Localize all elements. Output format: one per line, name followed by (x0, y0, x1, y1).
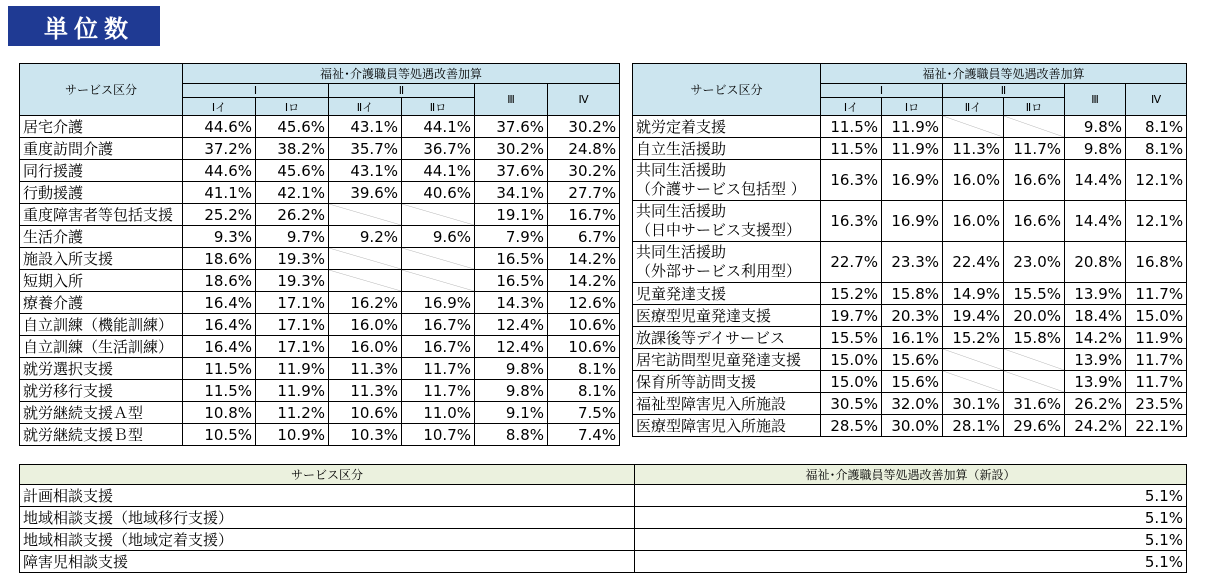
rate-cell: 42.1% (256, 182, 329, 204)
service-name-cell (20, 292, 183, 314)
service-name: 就労継続支援Ｂ型 (23, 426, 144, 444)
diagonal-slash-icon (1004, 371, 1064, 392)
not-applicable-cell (943, 349, 1004, 371)
rate-cell: 16.6% (1004, 160, 1065, 201)
diagonal-slash-icon (1004, 349, 1064, 370)
service-name: 自立生活援助 (636, 140, 727, 158)
service-unit-table-left (19, 63, 620, 446)
rate-cell: 16.9% (882, 160, 943, 201)
rate-cell: 9.3% (183, 226, 256, 248)
rate-cell: 22.4% (943, 242, 1004, 283)
rate-cell: 15.5% (821, 327, 882, 349)
rate-cell: 18.6% (183, 248, 256, 270)
rate-cell: 44.1% (402, 160, 475, 182)
rate-cell: 8.1% (548, 380, 620, 402)
rate-cell: 29.6% (1004, 415, 1065, 437)
service-name: 就労定着支援 (636, 118, 727, 136)
rate-cell: 14.4% (1065, 201, 1126, 242)
service-name-cell (20, 270, 183, 292)
sub-1ro-header: Ⅰロ (256, 98, 329, 116)
service-name-cell (20, 402, 183, 424)
rate-cell: 16.7% (548, 204, 620, 226)
service-name-cell (20, 138, 183, 160)
service-name: 共同生活援助 (636, 202, 727, 220)
rate-cell: 7.5% (548, 402, 620, 424)
rate-cell: 22.7% (821, 242, 882, 283)
rate-cell: 5.1% (635, 529, 1187, 551)
rate-cell: 7.9% (475, 226, 548, 248)
kasan-header: 福祉･介護職員等処遇改善加算 (821, 64, 1187, 84)
table-row (20, 507, 1187, 529)
table-row (20, 226, 620, 248)
table-row (20, 402, 620, 424)
service-name-detail: （外部サービス利用型） (636, 262, 802, 280)
rate-cell: 12.4% (475, 336, 548, 358)
table-row (20, 380, 620, 402)
rate-cell: 16.6% (1004, 201, 1065, 242)
rate-cell: 15.0% (1126, 305, 1187, 327)
group-2-header: Ⅱ (943, 84, 1065, 98)
service-category-header: サービス区分 (633, 64, 821, 116)
service-name: 保育所等訪問支援 (636, 373, 757, 391)
service-name-cell: 地域相談支援（地域移行支援） (20, 507, 635, 529)
diagonal-slash-icon (402, 270, 474, 291)
rate-cell: 30.1% (943, 393, 1004, 415)
rate-cell: 24.2% (1065, 415, 1126, 437)
rate-cell: 23.3% (882, 242, 943, 283)
rate-cell: 39.6% (329, 182, 402, 204)
rate-cell: 11.5% (821, 138, 882, 160)
table-row (20, 270, 620, 292)
diagonal-slash-icon (943, 371, 1003, 392)
table-row (633, 393, 1187, 415)
rate-cell: 10.6% (548, 336, 620, 358)
service-name-cell (20, 248, 183, 270)
rate-cell: 14.9% (943, 283, 1004, 305)
service-name: 生活介護 (23, 228, 84, 246)
table-row (20, 292, 620, 314)
rate-cell: 43.1% (329, 116, 402, 138)
rate-cell: 14.2% (548, 248, 620, 270)
rate-cell: 26.2% (1065, 393, 1126, 415)
service-name: 共同生活援助 (636, 161, 727, 179)
service-name-cell (633, 201, 821, 242)
rate-cell: 17.1% (256, 292, 329, 314)
service-name-detail: （日中サービス支援型） (636, 221, 802, 239)
rate-cell: 30.2% (475, 138, 548, 160)
not-applicable-cell (329, 204, 402, 226)
rate-cell: 10.3% (329, 424, 402, 446)
rate-cell: 15.2% (821, 283, 882, 305)
table-row (633, 201, 1187, 242)
service-name-cell (633, 393, 821, 415)
rate-cell: 12.6% (548, 292, 620, 314)
rate-cell: 11.9% (256, 380, 329, 402)
rate-cell: 15.8% (882, 283, 943, 305)
rate-cell: 15.6% (882, 349, 943, 371)
rate-cell: 10.5% (183, 424, 256, 446)
service-name-cell (633, 242, 821, 283)
rate-cell: 11.7% (1126, 283, 1187, 305)
rate-cell: 44.1% (402, 116, 475, 138)
table-row (633, 415, 1187, 437)
rate-cell: 34.1% (475, 182, 548, 204)
service-name-cell (633, 349, 821, 371)
rate-cell: 16.0% (943, 160, 1004, 201)
rate-cell: 11.9% (882, 138, 943, 160)
table-row (20, 424, 620, 446)
rate-cell: 23.5% (1126, 393, 1187, 415)
not-applicable-cell (1004, 371, 1065, 393)
rate-cell: 16.0% (329, 336, 402, 358)
consultation-support-table (19, 464, 1187, 573)
rate-cell: 40.6% (402, 182, 475, 204)
rate-cell: 17.1% (256, 314, 329, 336)
service-name-cell (633, 415, 821, 437)
service-name-cell (633, 138, 821, 160)
rate-cell: 14.2% (548, 270, 620, 292)
service-name-cell: 地域相談支援（地域定着支援） (20, 529, 635, 551)
table-row (20, 485, 1187, 507)
rate-cell: 45.6% (256, 160, 329, 182)
table-row (20, 116, 620, 138)
rate-cell: 8.8% (475, 424, 548, 446)
service-name: 短期入所 (23, 272, 84, 290)
rate-cell: 11.9% (256, 358, 329, 380)
rate-cell: 8.1% (1126, 116, 1187, 138)
service-category-header: サービス区分 (20, 465, 635, 485)
rate-cell: 11.3% (329, 380, 402, 402)
rate-cell: 25.2% (183, 204, 256, 226)
group-2-header: Ⅱ (329, 84, 475, 98)
not-applicable-cell (943, 371, 1004, 393)
diagonal-slash-icon (402, 204, 474, 225)
rate-cell: 12.1% (1126, 201, 1187, 242)
rate-cell: 12.4% (475, 314, 548, 336)
rate-cell: 11.2% (256, 402, 329, 424)
sub-2ro-header: Ⅱロ (402, 98, 475, 116)
service-name: 行動援護 (23, 184, 84, 202)
rate-cell: 44.6% (183, 116, 256, 138)
rate-cell: 30.2% (548, 116, 620, 138)
rate-cell: 11.3% (943, 138, 1004, 160)
service-name: 医療型児童発達支援 (636, 307, 772, 325)
rate-cell: 19.4% (943, 305, 1004, 327)
group-4-header: Ⅳ (548, 84, 620, 116)
rate-cell: 36.7% (402, 138, 475, 160)
service-name-cell (20, 314, 183, 336)
rate-cell: 37.6% (475, 160, 548, 182)
rate-cell: 16.5% (475, 248, 548, 270)
rate-cell: 20.0% (1004, 305, 1065, 327)
table-row (20, 314, 620, 336)
rate-cell: 15.5% (1004, 283, 1065, 305)
rate-cell: 38.2% (256, 138, 329, 160)
service-name: 医療型障害児入所施設 (636, 417, 787, 435)
rate-cell: 16.3% (821, 201, 882, 242)
service-name-cell (633, 283, 821, 305)
service-name: 重度障害者等包括支援 (23, 206, 174, 224)
rate-cell: 5.1% (635, 485, 1187, 507)
rate-cell: 15.0% (821, 371, 882, 393)
rate-cell: 15.8% (1004, 327, 1065, 349)
rate-cell: 41.1% (183, 182, 256, 204)
rate-cell: 13.9% (1065, 349, 1126, 371)
service-name-cell (20, 204, 183, 226)
service-name-cell (633, 116, 821, 138)
service-name-detail: （介護サービス包括型 ） (636, 180, 806, 198)
service-name-cell (633, 327, 821, 349)
rate-cell: 31.6% (1004, 393, 1065, 415)
not-applicable-cell (1004, 116, 1065, 138)
service-name: 放課後等デイサービス (636, 329, 785, 347)
rate-cell: 16.3% (821, 160, 882, 201)
table-row (20, 204, 620, 226)
rate-cell: 16.1% (882, 327, 943, 349)
table-row (633, 138, 1187, 160)
table-row (20, 336, 620, 358)
rate-cell: 16.4% (183, 292, 256, 314)
group-3-header: Ⅲ (475, 84, 548, 116)
rate-cell: 8.1% (548, 358, 620, 380)
service-name-cell (20, 116, 183, 138)
rate-cell: 19.1% (475, 204, 548, 226)
rate-cell: 11.9% (1126, 327, 1187, 349)
rate-cell: 13.9% (1065, 371, 1126, 393)
service-name: 福祉型障害児入所施設 (636, 395, 787, 413)
diagonal-slash-icon (943, 116, 1003, 137)
rate-cell: 11.5% (183, 358, 256, 380)
rate-cell: 22.1% (1126, 415, 1187, 437)
rate-cell: 9.2% (329, 226, 402, 248)
service-name-cell (20, 380, 183, 402)
table-row (633, 327, 1187, 349)
service-name: 療養介護 (23, 294, 84, 312)
rate-cell: 16.5% (475, 270, 548, 292)
rate-cell: 27.7% (548, 182, 620, 204)
diagonal-slash-icon (1004, 116, 1064, 137)
rate-cell: 8.1% (1126, 138, 1187, 160)
rate-cell: 16.8% (1126, 242, 1187, 283)
rate-cell: 32.0% (882, 393, 943, 415)
group-4-header: Ⅳ (1126, 84, 1187, 116)
rate-cell: 44.6% (183, 160, 256, 182)
rate-cell: 30.5% (821, 393, 882, 415)
rate-cell: 7.4% (548, 424, 620, 446)
service-name: 自立訓練（機能訓練） (23, 316, 174, 334)
not-applicable-cell (943, 116, 1004, 138)
rate-cell: 18.4% (1065, 305, 1126, 327)
table-row (20, 138, 620, 160)
rate-cell: 11.3% (329, 358, 402, 380)
rate-cell: 12.1% (1126, 160, 1187, 201)
rate-cell: 9.1% (475, 402, 548, 424)
sub-2ro-header: Ⅱロ (1004, 98, 1065, 116)
sub-2i-header: Ⅱイ (329, 98, 402, 116)
service-name-cell: 計画相談支援 (20, 485, 635, 507)
kasan-header: 福祉･介護職員等処遇改善加算 (183, 64, 620, 84)
group-3-header: Ⅲ (1065, 84, 1126, 116)
rate-cell: 11.7% (402, 358, 475, 380)
table-row (20, 182, 620, 204)
service-name-cell (633, 305, 821, 327)
rate-cell: 6.7% (548, 226, 620, 248)
rate-cell: 16.7% (402, 336, 475, 358)
rate-cell: 11.7% (1126, 371, 1187, 393)
service-unit-table-right (632, 63, 1187, 437)
not-applicable-cell (402, 270, 475, 292)
sub-2i-header: Ⅱイ (943, 98, 1004, 116)
service-name: 同行援護 (23, 162, 84, 180)
service-name-cell (633, 371, 821, 393)
table-row (20, 248, 620, 270)
service-name-cell (20, 358, 183, 380)
rate-cell: 37.2% (183, 138, 256, 160)
rate-cell: 10.7% (402, 424, 475, 446)
rate-cell: 14.2% (1065, 327, 1126, 349)
service-name: 施設入所支援 (23, 250, 114, 268)
service-name: 居宅訪問型児童発達支援 (636, 351, 802, 369)
page-title: 単位数 (8, 6, 160, 46)
rate-cell: 17.1% (256, 336, 329, 358)
service-name-cell (20, 160, 183, 182)
group-1-header: Ⅰ (821, 84, 943, 98)
rate-cell: 9.8% (1065, 116, 1126, 138)
rate-cell: 23.0% (1004, 242, 1065, 283)
diagonal-slash-icon (943, 349, 1003, 370)
rate-cell: 11.5% (183, 380, 256, 402)
rate-cell: 15.6% (882, 371, 943, 393)
rate-cell: 11.7% (402, 380, 475, 402)
diagonal-slash-icon (329, 204, 401, 225)
rate-cell: 10.6% (329, 402, 402, 424)
rate-cell: 11.7% (1004, 138, 1065, 160)
service-name-cell (20, 182, 183, 204)
rate-cell: 16.0% (329, 314, 402, 336)
service-name-cell: 障害児相談支援 (20, 551, 635, 573)
rate-cell: 14.3% (475, 292, 548, 314)
rate-cell: 9.7% (256, 226, 329, 248)
rate-cell: 16.2% (329, 292, 402, 314)
rate-cell: 11.9% (882, 116, 943, 138)
service-name-cell (20, 424, 183, 446)
rate-cell: 10.9% (256, 424, 329, 446)
service-name-cell (633, 160, 821, 201)
table-row (20, 358, 620, 380)
rate-cell: 5.1% (635, 507, 1187, 529)
service-name: 就労選択支援 (23, 360, 114, 378)
rate-cell: 5.1% (635, 551, 1187, 573)
rate-cell: 13.9% (1065, 283, 1126, 305)
service-name: 重度訪問介護 (23, 140, 114, 158)
rate-cell: 19.7% (821, 305, 882, 327)
rate-cell: 28.5% (821, 415, 882, 437)
rate-cell: 16.9% (402, 292, 475, 314)
rate-cell: 20.3% (882, 305, 943, 327)
rate-cell: 9.8% (1065, 138, 1126, 160)
rate-cell: 18.6% (183, 270, 256, 292)
not-applicable-cell (329, 270, 402, 292)
rate-cell: 10.8% (183, 402, 256, 424)
rate-cell: 9.6% (402, 226, 475, 248)
table-row (633, 371, 1187, 393)
rate-cell: 15.0% (821, 349, 882, 371)
sub-1i-header: Ⅰイ (183, 98, 256, 116)
rate-cell: 16.4% (183, 336, 256, 358)
rate-cell: 11.7% (1126, 349, 1187, 371)
diagonal-slash-icon (329, 270, 401, 291)
table-row (633, 116, 1187, 138)
service-name: 就労移行支援 (23, 382, 114, 400)
table-row (633, 242, 1187, 283)
rate-cell: 30.0% (882, 415, 943, 437)
table-row (633, 283, 1187, 305)
service-name-cell (20, 336, 183, 358)
rate-cell: 14.4% (1065, 160, 1126, 201)
diagonal-slash-icon (402, 248, 474, 269)
service-name: 自立訓練（生活訓練） (23, 338, 174, 356)
rate-cell: 45.6% (256, 116, 329, 138)
rate-cell: 10.6% (548, 314, 620, 336)
service-category-header: サービス区分 (20, 64, 183, 116)
service-name: 児童発達支援 (636, 285, 727, 303)
service-name: 就労継続支援Ａ型 (23, 404, 144, 422)
rate-cell: 9.8% (475, 358, 548, 380)
rate-cell: 16.9% (882, 201, 943, 242)
rate-cell: 11.5% (821, 116, 882, 138)
rate-cell: 28.1% (943, 415, 1004, 437)
table-row (20, 551, 1187, 573)
table-row (633, 160, 1187, 201)
rate-cell: 43.1% (329, 160, 402, 182)
rate-cell: 16.0% (943, 201, 1004, 242)
not-applicable-cell (1004, 349, 1065, 371)
table-row (20, 529, 1187, 551)
rate-cell: 20.8% (1065, 242, 1126, 283)
service-name-cell (20, 226, 183, 248)
diagonal-slash-icon (329, 248, 401, 269)
rate-cell: 26.2% (256, 204, 329, 226)
service-name: 共同生活援助 (636, 243, 727, 261)
kasan-new-header: 福祉･介護職員等処遇改善加算（新設） (635, 465, 1187, 485)
table-row (633, 349, 1187, 371)
service-name: 居宅介護 (23, 118, 84, 136)
rate-cell: 15.2% (943, 327, 1004, 349)
rate-cell: 9.8% (475, 380, 548, 402)
table-row (633, 305, 1187, 327)
rate-cell: 16.7% (402, 314, 475, 336)
rate-cell: 19.3% (256, 270, 329, 292)
not-applicable-cell (402, 248, 475, 270)
rate-cell: 35.7% (329, 138, 402, 160)
rate-cell: 30.2% (548, 160, 620, 182)
table-row (20, 160, 620, 182)
rate-cell: 16.4% (183, 314, 256, 336)
rate-cell: 11.0% (402, 402, 475, 424)
rate-cell: 24.8% (548, 138, 620, 160)
rate-cell: 19.3% (256, 248, 329, 270)
sub-1ro-header: Ⅰロ (882, 98, 943, 116)
rate-cell: 37.6% (475, 116, 548, 138)
not-applicable-cell (402, 204, 475, 226)
sub-1i-header: Ⅰイ (821, 98, 882, 116)
group-1-header: Ⅰ (183, 84, 329, 98)
not-applicable-cell (329, 248, 402, 270)
